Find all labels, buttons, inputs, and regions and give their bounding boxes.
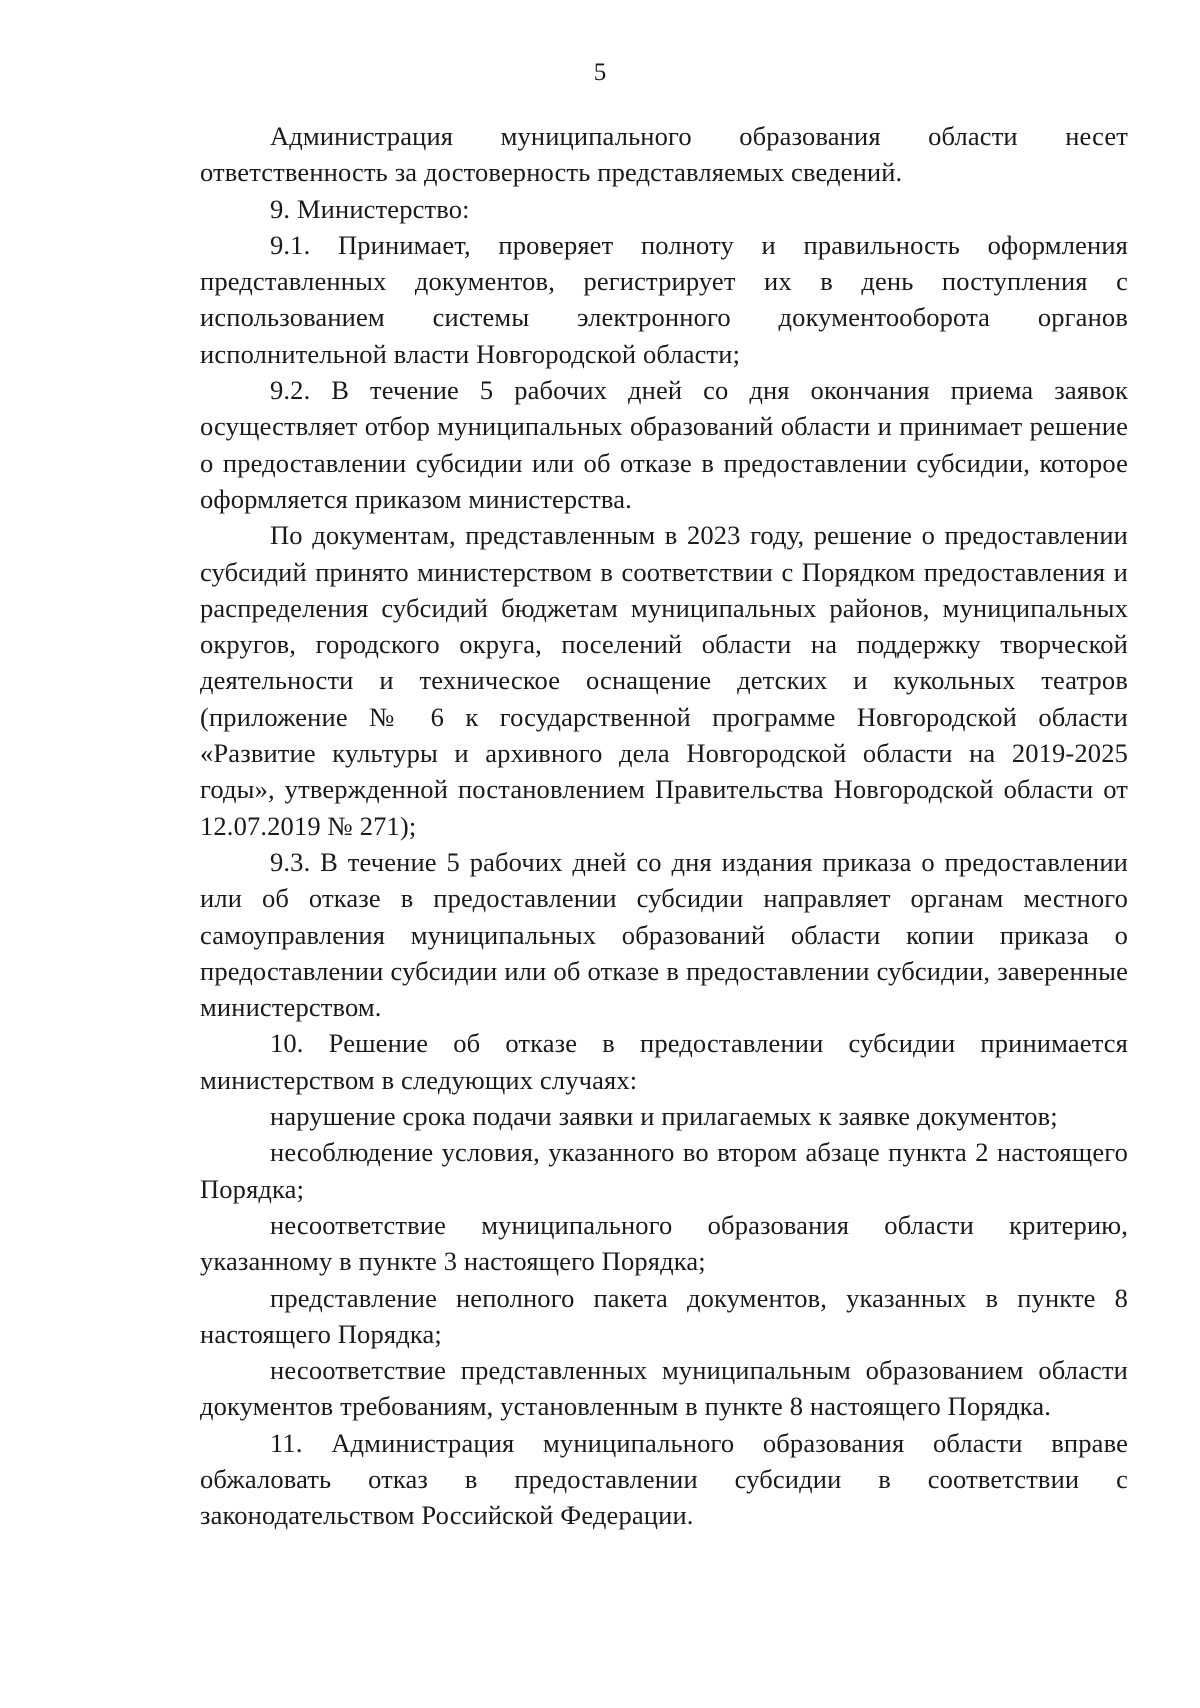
refusal-case-requirements: несоответствие представленных муниципальным образованием области документов требованиям, установленным в пункте 8 настоящего Порядка.: [200, 1355, 1128, 1422]
paragraph-responsibility: Администрация муниципального образования области несет ответственность за достоверность представляемых сведений.: [200, 121, 1128, 188]
paragraph-9-2: 9.2. В течение 5 рабочих дней со дня окончания приема заявок осуществляет отбор муниципальных образований области и принимает решение о предоставлении субсидии или об отказе в предоставлении субсидии, которое оформляется приказом министерства.: [200, 375, 1128, 514]
paragraph-9-1: 9.1. Принимает, проверяет полноту и правильность оформления представленных документов, регистрирует их в день поступления с использованием системы электронного документооборота органов исполнительной власти Новгородской области;: [200, 229, 1128, 369]
document-body: [200, 118, 1128, 1534]
refusal-case-incomplete: представление неполного пакета документов, указанных в пункте 8 настоящего Порядка;: [200, 1282, 1128, 1349]
paragraph-11-appeal: 11. Администрация муниципального образования области вправе обжаловать отказ в предоставлении субсидии в соответствии с законодательством Российской Федерации.: [200, 1427, 1128, 1531]
refusal-case-criterion: несоответствие муниципального образования области критерию, указанному в пункте 3 настоящего Порядка;: [200, 1209, 1128, 1277]
refusal-case-condition: несоблюдение условия, указанного во втором абзаце пункта 2 настоящего Порядка;: [200, 1137, 1128, 1204]
paragraph-2023-documents: По документам, представленным в 2023 году, решение о предоставлении субсидий принято министерством в соответствии с Порядком предоставления и распределения субсидий бюджетам муниципальных районов, муниципальных округов, городского округа, поселений области на поддержку творческой деятельности и техническое оснащение детских и кукольных театров (приложение № 6 к государственной программе Новгородской области «Развитие культуры и архивного дела Новгородской области на 2019-2025 годы», утвержденной постановлением Правительства Новгородской области от 12.07.2019 № 271);: [200, 520, 1128, 841]
paragraph-9-3: 9.3. В течение 5 рабочих дней со дня издания приказа о предоставлении или об отказе в предоставлении субсидии направляет органам местного самоуправления муниципальных образований области копии приказа о предоставлении субсидии или об отказе в предоставлении субсидии, заверенные министерством.: [200, 846, 1128, 1023]
refusal-case-deadline: нарушение срока подачи заявки и прилагаемых к заявке документов;: [270, 1101, 1058, 1132]
paragraph-9-ministry: 9. Министерство:: [270, 193, 470, 224]
paragraph-10-refusal: 10. Решение об отказе в предоставлении субсидии принимается министерством в следующих случаях:: [200, 1028, 1128, 1095]
page-number: 5: [593, 59, 607, 86]
